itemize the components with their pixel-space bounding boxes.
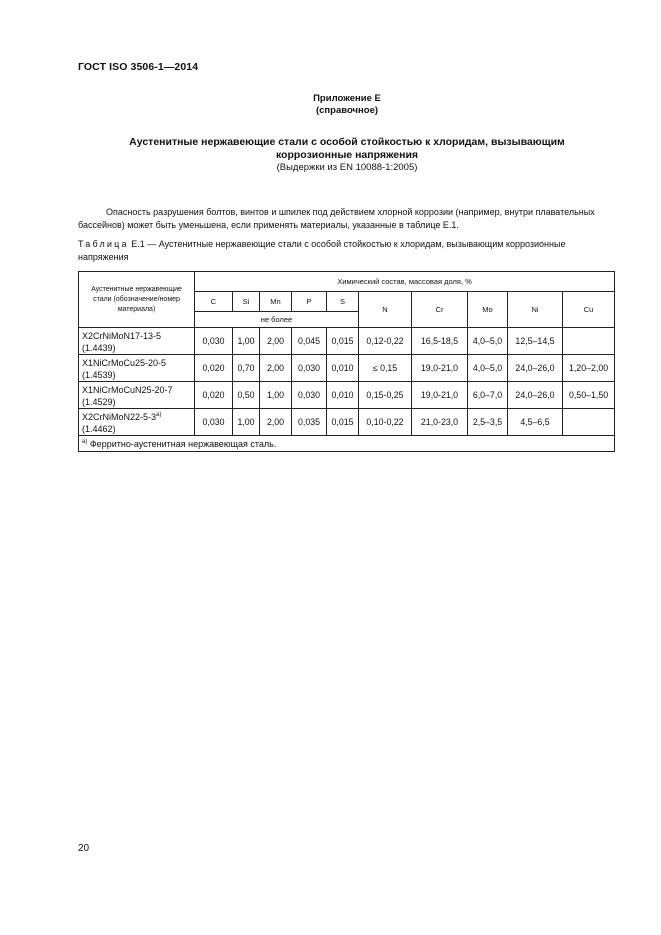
cell-p: 0,030	[292, 382, 327, 409]
steel-number: (1.4439)	[82, 343, 116, 353]
footnote-ref: a)	[156, 412, 162, 418]
steel-name: X2CrNiMoN17-13-5	[82, 331, 162, 341]
cell-cr: 19,0-21,0	[412, 382, 468, 409]
cell-si: 1,00	[233, 328, 260, 355]
cell-mn: 2,00	[260, 355, 292, 382]
cell-cr: 21,0-23,0	[412, 409, 468, 436]
col-header-ni: Ni	[508, 292, 563, 328]
col-header-n: N	[359, 292, 412, 328]
steel-number: (1.4539)	[82, 370, 116, 380]
cell-n: 0,15-0,25	[359, 382, 412, 409]
steel-grade-cell	[79, 355, 195, 382]
cell-cu: 0,50–1,50	[563, 382, 615, 409]
table-caption	[78, 238, 616, 263]
cell-p: 0,035	[292, 409, 327, 436]
table-footnote	[79, 436, 615, 452]
section-source: (Выдержки из EN 10088-1:2005)	[276, 162, 418, 173]
cell-si: 1,00	[233, 409, 260, 436]
cell-cr: 16,5-18,5	[412, 328, 468, 355]
table-caption-text: Е.1 — Аустенитные нержавеющие стали с особой стойкостью к хлоридам, вызывающим коррозионные напряжения	[78, 239, 566, 262]
table-row	[79, 328, 615, 355]
appendix-subtitle: (справочное)	[315, 105, 379, 116]
cell-n: ≤ 0,15	[359, 355, 412, 382]
max-subheader: не более	[195, 312, 359, 328]
steel-composition-table	[78, 271, 615, 452]
page-number: 20	[78, 843, 90, 854]
table-label: Таблица	[78, 239, 129, 249]
cell-c: 0,030	[195, 409, 233, 436]
cell-mo: 4,0–5,0	[468, 328, 508, 355]
cell-s: 0,010	[327, 382, 359, 409]
cell-cr: 19,0-21,0	[412, 355, 468, 382]
cell-n: 0,12-0,22	[359, 328, 412, 355]
cell-mn: 1,00	[260, 382, 292, 409]
steel-grade-header: Аустенитные нержавеющие стали (обозначение/номер материала)	[79, 272, 195, 328]
cell-ni: 24,0–26,0	[508, 355, 563, 382]
cell-n: 0,10-0,22	[359, 409, 412, 436]
steel-name: X2CrNiMoN22-5-3	[82, 412, 157, 422]
col-header-mo: Mo	[468, 292, 508, 328]
cell-si: 0,70	[233, 355, 260, 382]
cell-c: 0,030	[195, 328, 233, 355]
cell-mn: 2,00	[260, 328, 292, 355]
cell-mo: 4,0–5,0	[468, 355, 508, 382]
steel-number: (1.4529)	[82, 397, 116, 407]
col-header-cu: Cu	[563, 292, 615, 328]
col-header-mn: Mn	[260, 292, 292, 312]
table-row	[79, 355, 615, 382]
cell-s: 0,010	[327, 355, 359, 382]
table-row	[79, 409, 615, 436]
footnote-mark: a)	[82, 438, 88, 445]
steel-grade-cell	[79, 382, 195, 409]
section-title-line2: коррозионные напряжения	[275, 149, 419, 161]
cell-si: 0,50	[233, 382, 260, 409]
cell-c: 0,020	[195, 382, 233, 409]
cell-ni: 24,0–26,0	[508, 382, 563, 409]
cell-s: 0,015	[327, 328, 359, 355]
cell-ni: 4,5–6,5	[508, 409, 563, 436]
document-code: ГОСТ ISO 3506-1—2014	[78, 61, 199, 73]
cell-c: 0,020	[195, 355, 233, 382]
cell-mo: 6,0–7,0	[468, 382, 508, 409]
steel-name: X1NiCrMoCu25-20-5	[82, 358, 167, 368]
cell-cu: 1,20–2,00	[563, 355, 615, 382]
cell-ni: 12,5–14,5	[508, 328, 563, 355]
col-header-si: Si	[233, 292, 260, 312]
cell-cu	[563, 328, 615, 355]
cell-s: 0,015	[327, 409, 359, 436]
appendix-title: Приложение Е	[313, 93, 381, 104]
col-header-c: C	[195, 292, 233, 312]
cell-p: 0,030	[292, 355, 327, 382]
col-header-cr: Cr	[412, 292, 468, 328]
section-title-line1: Аустенитные нержавеющие стали с особой стойкостью к хлоридам, вызывающим	[129, 136, 565, 148]
steel-grade-cell	[79, 409, 195, 436]
body-paragraph: Опасность разрушения болтов, винтов и шпилек под действием хлорной коррозии (например, внутри плавательных бассейнов) может быть уменьшена, если применять материалы, указанные в таблице Е.1.	[78, 207, 595, 230]
chemical-composition-header: Химический состав, массовая доля, %	[195, 272, 615, 292]
col-header-p: P	[292, 292, 327, 312]
cell-mo: 2,5–3,5	[468, 409, 508, 436]
steel-grade-cell	[79, 328, 195, 355]
cell-p: 0,045	[292, 328, 327, 355]
table-row	[79, 382, 615, 409]
col-header-s: S	[327, 292, 359, 312]
cell-cu	[563, 409, 615, 436]
cell-mn: 2,00	[260, 409, 292, 436]
steel-name: X1NiCrMoCuN25-20-7	[82, 385, 173, 395]
steel-number: (1.4462)	[82, 424, 116, 434]
footnote-text: Ферритно-аустенитная нержавеющая сталь.	[87, 438, 277, 449]
